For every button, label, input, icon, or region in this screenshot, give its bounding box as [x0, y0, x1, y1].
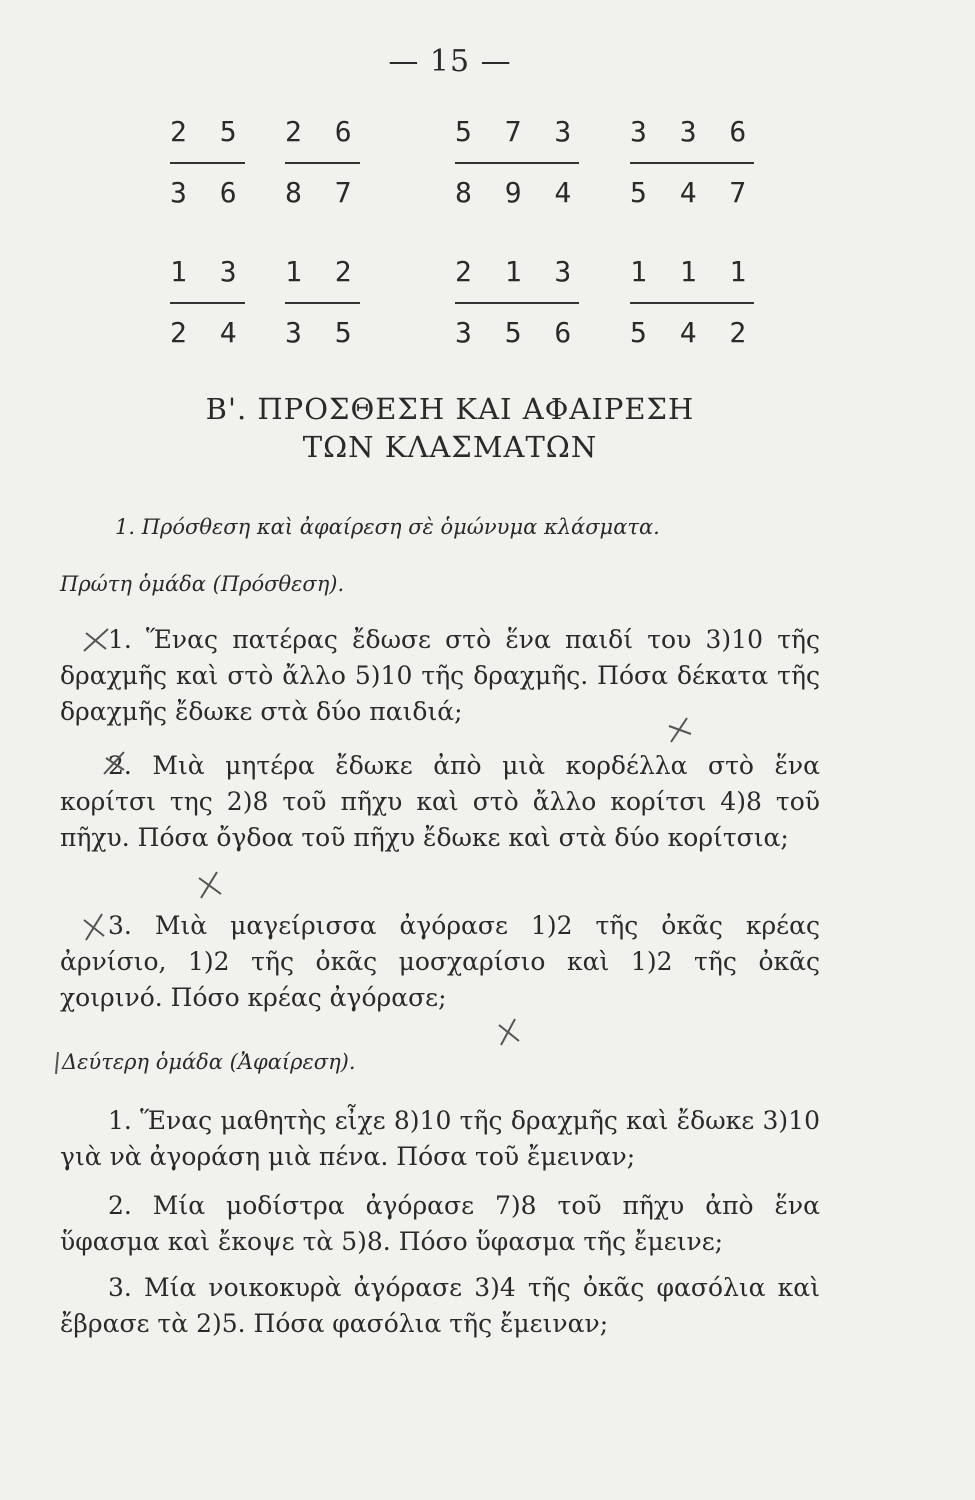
- fraction-bar: [285, 302, 360, 304]
- problem-text: 3. Μιὰ μαγείρισσα ἀγόρασε 1)2 τῆς ὀκᾶς κρέας ἀρνίσιο, 1)2 τῆς ὀκᾶς μοσχαρίσιο καὶ 1)2 τῆς ὀκᾶς χοιρινό. Πόσο κρέας ἀγόρασε;: [60, 911, 820, 1012]
- fraction: [170, 115, 245, 209]
- fraction: [455, 115, 579, 209]
- fraction-numerator: 1 2: [285, 255, 360, 288]
- fraction-denominator: 3 5 6: [455, 316, 580, 349]
- chapter-heading-line-2: ΤΩΝ ΚΛΑΣΜΑΤΩΝ: [302, 430, 598, 464]
- group-1-title: Πρώτη ὁμάδα (Πρόσθεση).: [60, 572, 345, 596]
- fraction-bar: [455, 162, 579, 164]
- fraction-numerator: 3 3 6: [630, 115, 755, 148]
- problem-text: 3. Μία νοικοκυρὰ ἀγόρασε 3)4 τῆς ὀκᾶς φασόλια καὶ ἔβρασε τὰ 2)5. Πόσα φασόλια τῆς ἔμειναν;: [60, 1273, 820, 1338]
- fraction-numerator: 1 3: [170, 255, 245, 288]
- fraction-denominator: 3 5: [285, 316, 360, 349]
- fraction-numerator: 5 7 3: [455, 115, 580, 148]
- fraction-numerator: 2 5: [170, 115, 245, 148]
- group-2-title: Δεύτερη ὁμάδα (Ἀφαίρεση).: [62, 1050, 356, 1074]
- fraction-row-1: [160, 115, 780, 210]
- pencil-tick-icon: [80, 910, 110, 944]
- fraction: [630, 115, 754, 209]
- fraction-denominator: 5 4 7: [630, 176, 755, 209]
- fraction-bar: [630, 162, 754, 164]
- pencil-tick-icon: [195, 868, 225, 902]
- fraction-row-2: [160, 255, 780, 350]
- problem-1-3: [60, 908, 820, 1016]
- fraction: [630, 255, 754, 349]
- fraction-numerator: 1 1 1: [630, 255, 755, 288]
- fraction-bar: [630, 302, 754, 304]
- page-number: — 15 —: [388, 44, 512, 79]
- problem-1-1: [60, 622, 820, 730]
- problem-2-1: [60, 1103, 820, 1175]
- fraction-bar: [285, 162, 360, 164]
- problem-text: 1. Ἕνας πατέρας ἔδωσε στὸ ἕνα παιδί του 3)10 τῆς δραχμῆς καὶ στὸ ἄλλο 5)10 τῆς δραχμῆς. Πόσα δέκατα τῆς δραχμῆς ἔδωκε στὰ δύο παιδιά;: [60, 625, 820, 726]
- problem-text: 1. Ἕνας μαθητὴς εἶχε 8)10 τῆς δραχμῆς καὶ ἔδωκε 3)10 γιὰ νὰ ἀγοράση μιὰ πένα. Πόσα τοῦ ἔμειναν;: [60, 1106, 820, 1171]
- problem-2-3: [60, 1270, 820, 1342]
- problem-2-2: [60, 1188, 820, 1260]
- fraction: [170, 255, 245, 349]
- pencil-tick-icon: [80, 625, 114, 655]
- chapter-heading-line-1: Β'. ΠΡΟΣΘΕΣΗ ΚΑΙ ΑΦΑΙΡΕΣΗ: [205, 392, 695, 426]
- pencil-tick-icon: [495, 1015, 523, 1049]
- section-title: 1. Πρόσθεση καὶ ἀφαίρεση σὲ ὁμώνυμα κλάσματα.: [115, 515, 660, 539]
- fraction-denominator: 3 6: [170, 176, 245, 209]
- pencil-tick-icon: [100, 748, 130, 778]
- fraction-bar: [170, 302, 245, 304]
- pencil-mark-icon: [50, 1048, 64, 1078]
- problem-1-2: [60, 748, 820, 856]
- problem-text: 2. Μία μοδίστρα ἀγόρασε 7)8 τοῦ πῆχυ ἀπὸ ἕνα ὕφασμα καὶ ἔκοψε τὰ 5)8. Πόσο ὕφασμα τῆς ἔμεινε;: [60, 1191, 820, 1256]
- fraction: [285, 115, 360, 209]
- fraction-denominator: 8 7: [285, 176, 360, 209]
- fraction-denominator: 5 4 2: [630, 316, 755, 349]
- fraction-numerator: 2 6: [285, 115, 360, 148]
- pencil-tick-icon: [665, 712, 695, 746]
- fraction: [455, 255, 579, 349]
- fraction-denominator: 8 9 4: [455, 176, 580, 209]
- fraction: [285, 255, 360, 349]
- fraction-denominator: 2 4: [170, 316, 245, 349]
- fraction-bar: [170, 162, 245, 164]
- problem-text: 2. Μιὰ μητέρα ἔδωκε ἀπὸ μιὰ κορδέλλα στὸ ἕνα κορίτσι της 2)8 τοῦ πῆχυ καὶ στὸ ἄλλο κορίτσι 4)8 τοῦ πῆχυ. Πόσα ὄγδοα τοῦ πῆχυ ἔδωκε καὶ στὰ δύο κορίτσια;: [60, 751, 820, 852]
- fraction-numerator: 2 1 3: [455, 255, 580, 288]
- fraction-bar: [455, 302, 579, 304]
